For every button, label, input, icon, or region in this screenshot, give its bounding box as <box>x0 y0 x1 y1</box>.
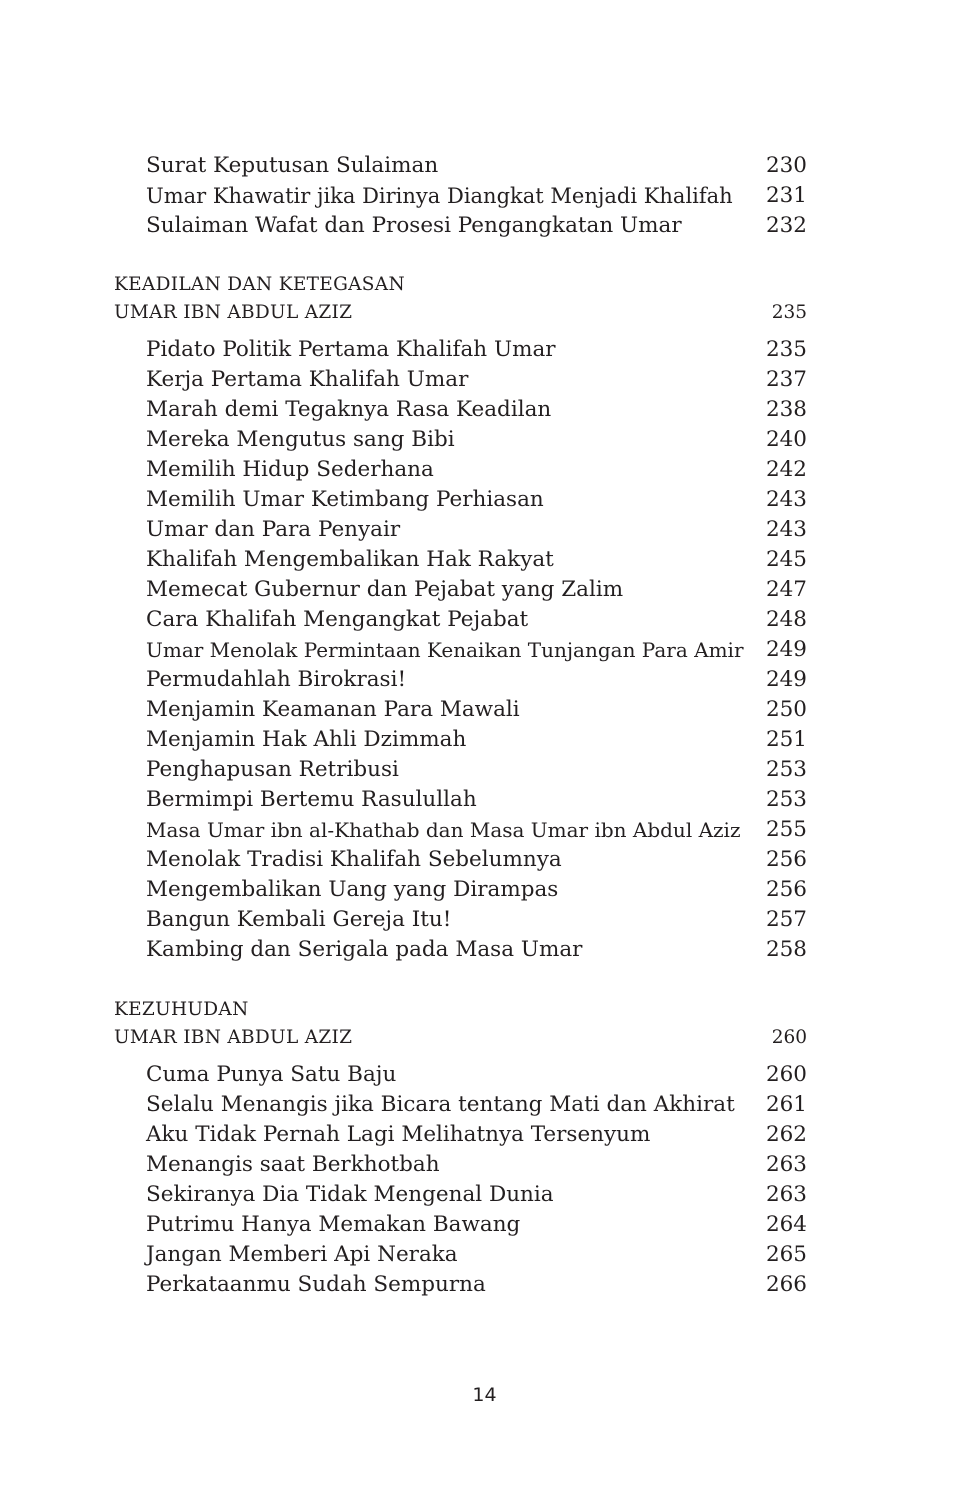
toc-entry-title: Mereka Mengutus sang Bibi <box>146 427 455 452</box>
toc-entry-page-number: 256 <box>765 877 807 902</box>
toc-entry[interactable] <box>0 395 969 425</box>
toc-entry[interactable] <box>0 1090 969 1120</box>
toc-entry-title: Memecat Gubernur dan Pejabat yang Zalim <box>146 577 624 602</box>
toc-entry-title: Pidato Politik Pertama Khalifah Umar <box>146 337 556 362</box>
toc-entry-title: Penghapusan Retribusi <box>146 757 399 782</box>
toc-entry-title: Aku Tidak Pernah Lagi Melihatnya Tersenyum <box>146 1122 651 1147</box>
chapter-heading[interactable] <box>0 996 969 1054</box>
toc-entry[interactable] <box>0 181 969 211</box>
toc-entry-page-number: 235 <box>765 337 807 362</box>
toc-entry-title: Umar Khawatir jika Dirinya Diangkat Menjadi Khalifah <box>146 184 733 208</box>
toc-entry-page-number: 247 <box>765 577 807 602</box>
toc-entry-title: Menjamin Keamanan Para Mawali <box>146 697 520 722</box>
toc-entry[interactable] <box>0 845 969 875</box>
toc-entry[interactable] <box>0 455 969 485</box>
toc-entry[interactable] <box>0 1150 969 1180</box>
toc-entry[interactable] <box>0 1180 969 1210</box>
toc-chapter-kezuhudan <box>0 996 969 1054</box>
toc-entry-page-number: 251 <box>765 727 807 752</box>
toc-entry-page-number: 255 <box>765 817 807 842</box>
toc-entry[interactable] <box>0 1210 969 1240</box>
toc-entry-title: Perkataanmu Sudah Sempurna <box>146 1272 486 1297</box>
toc-entry[interactable] <box>0 335 969 365</box>
toc-entry-page-number: 250 <box>765 697 807 722</box>
page-number-folio: 14 <box>472 1384 497 1406</box>
toc-entry-page-number: 266 <box>765 1272 807 1297</box>
toc-entry[interactable] <box>0 151 969 181</box>
toc-entry-page-number: 238 <box>765 397 807 422</box>
chapter-heading[interactable] <box>0 271 969 329</box>
toc-entry-title: Kerja Pertama Khalifah Umar <box>146 367 469 392</box>
toc-entry-title: Memilih Umar Ketimbang Perhiasan <box>146 487 544 512</box>
toc-entry-title: Sekiranya Dia Tidak Mengenal Dunia <box>146 1182 554 1207</box>
toc-entry-page-number: 258 <box>765 937 807 962</box>
toc-entry-title: Mengembalikan Uang yang Dirampas <box>146 877 559 902</box>
toc-entry[interactable] <box>0 515 969 545</box>
chapter-page-number: 235 <box>771 302 807 323</box>
toc-entry-title: Khalifah Mengembalikan Hak Rakyat <box>146 547 554 572</box>
toc-entry[interactable] <box>0 1060 969 1090</box>
toc-entry[interactable] <box>0 365 969 395</box>
toc-entry[interactable] <box>0 485 969 515</box>
toc-entry-page-number: 262 <box>765 1122 807 1147</box>
toc-entry-page-number: 243 <box>765 487 807 512</box>
toc-entry-page-number: 232 <box>765 213 807 238</box>
toc-chapter-keadilan-entries <box>0 335 969 965</box>
chapter-title-line-1: KEADILAN DAN KETEGASAN <box>114 274 405 295</box>
toc-entry[interactable] <box>0 211 969 241</box>
toc-chapter-kezuhudan-entries <box>0 1060 969 1300</box>
toc-chapter-keadilan <box>0 271 969 329</box>
toc-entry-page-number: 248 <box>765 607 807 632</box>
chapter-page-number: 260 <box>771 1027 807 1048</box>
toc-entry-page-number: 249 <box>765 667 807 692</box>
toc-entry[interactable] <box>0 1270 969 1300</box>
toc-entry-page-number: 243 <box>765 517 807 542</box>
toc-entry-page-number: 231 <box>765 183 807 208</box>
toc-entry[interactable] <box>0 425 969 455</box>
toc-entry-title: Permudahlah Birokrasi! <box>146 667 407 692</box>
toc-entry-title: Menjamin Hak Ahli Dzimmah <box>146 727 467 752</box>
toc-entry[interactable] <box>0 665 969 695</box>
chapter-title-line-1: KEZUHUDAN <box>114 999 249 1020</box>
toc-entry-page-number: 245 <box>765 547 807 572</box>
toc-entry[interactable] <box>0 905 969 935</box>
toc-entry[interactable] <box>0 575 969 605</box>
toc-entry[interactable] <box>0 605 969 635</box>
toc-entry-page-number: 240 <box>765 427 807 452</box>
toc-entry-title: Bermimpi Bertemu Rasulullah <box>146 787 477 812</box>
chapter-title-line-2: UMAR IBN ABDUL AZIZ <box>114 302 353 323</box>
toc-entry-page-number: 257 <box>765 907 807 932</box>
toc-entry-title: Jangan Memberi Api Neraka <box>146 1242 458 1267</box>
toc-entry-title: Menangis saat Berkhotbah <box>146 1152 440 1177</box>
toc-entry-page-number: 264 <box>765 1212 807 1237</box>
toc-entry-title: Cara Khalifah Mengangkat Pejabat <box>146 607 529 632</box>
toc-entry[interactable] <box>0 875 969 905</box>
toc-entry-page-number: 263 <box>765 1182 807 1207</box>
toc-entry-title: Umar dan Para Penyair <box>146 517 401 542</box>
toc-entry-title: Memilih Hidup Sederhana <box>146 457 434 482</box>
toc-entry-title: Umar Menolak Permintaan Kenaikan Tunjangan Para Amir <box>146 638 744 662</box>
toc-entry-page-number: 263 <box>765 1152 807 1177</box>
toc-entry-title: Kambing dan Serigala pada Masa Umar <box>146 937 583 962</box>
toc-entry[interactable] <box>0 815 969 845</box>
toc-entry[interactable] <box>0 1120 969 1150</box>
toc-entry[interactable] <box>0 755 969 785</box>
toc-entry-page-number: 261 <box>765 1092 807 1117</box>
toc-entry-page-number: 260 <box>765 1062 807 1087</box>
toc-entry[interactable] <box>0 725 969 755</box>
toc-entry[interactable] <box>0 695 969 725</box>
chapter-title-line-2: UMAR IBN ABDUL AZIZ <box>114 1027 353 1048</box>
toc-entry[interactable] <box>0 545 969 575</box>
toc-entry-page-number: 256 <box>765 847 807 872</box>
toc-section-continued <box>0 151 969 241</box>
toc-entry-title: Sulaiman Wafat dan Prosesi Pengangkatan Umar <box>146 213 682 238</box>
toc-entry-page-number: 249 <box>765 637 807 662</box>
toc-entry-title: Putrimu Hanya Memakan Bawang <box>146 1212 521 1237</box>
toc-entry-title: Bangun Kembali Gereja Itu! <box>146 907 452 932</box>
toc-entry-title: Menolak Tradisi Khalifah Sebelumnya <box>146 847 562 872</box>
toc-entry-page-number: 230 <box>765 153 807 178</box>
toc-entry[interactable] <box>0 935 969 965</box>
toc-entry-page-number: 253 <box>765 787 807 812</box>
toc-entry-title: Cuma Punya Satu Baju <box>146 1062 397 1087</box>
toc-entry-page-number: 253 <box>765 757 807 782</box>
toc-entry[interactable] <box>0 785 969 815</box>
toc-entry-page-number: 265 <box>765 1242 807 1267</box>
toc-entry-title: Marah demi Tegaknya Rasa Keadilan <box>146 397 552 422</box>
toc-entry-title: Surat Keputusan Sulaiman <box>146 153 439 178</box>
toc-entry-title: Selalu Menangis jika Bicara tentang Mati dan Akhirat <box>146 1092 735 1117</box>
toc-entry-page-number: 237 <box>765 367 807 392</box>
toc-entry-page-number: 242 <box>765 457 807 482</box>
toc-entry[interactable] <box>0 635 969 665</box>
toc-entry-title: Masa Umar ibn al-Khathab dan Masa Umar ibn Abdul Aziz <box>146 818 741 842</box>
toc-entry[interactable] <box>0 1240 969 1270</box>
